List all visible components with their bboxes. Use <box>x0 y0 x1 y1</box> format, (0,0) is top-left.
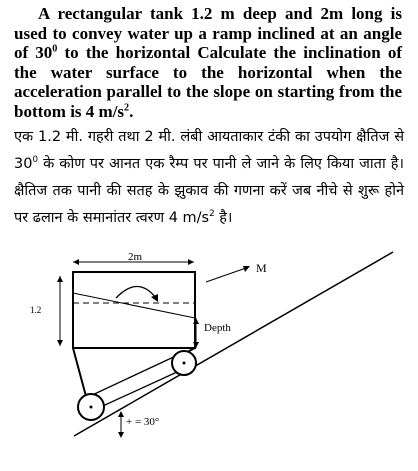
height-label: 1.2 <box>30 305 42 315</box>
motion-arrowhead <box>243 266 250 272</box>
squared-superscript-hi: 2 <box>209 209 215 220</box>
angle-label: + = 30° <box>126 416 160 428</box>
angle-arrow-down <box>118 432 124 438</box>
motion-label: M <box>256 261 267 275</box>
question-english <box>14 4 402 121</box>
tank-on-ramp-figure <box>0 250 418 471</box>
chassis-rail-bottom <box>94 367 188 410</box>
width-label: 2m <box>128 251 143 263</box>
degree-superscript-hi: 0 <box>32 155 38 166</box>
rear-wheel-hub <box>183 362 186 365</box>
motion-arrow <box>206 268 246 282</box>
depth-label: Depth <box>204 322 231 334</box>
arrowhead-up <box>57 276 63 282</box>
question-hindi <box>14 124 404 232</box>
question-hi-text: एक 1.2 मी. गहरी तथा 2 मी. लंबी आयताकार टंकी का उपयोग क्षैतिज से 30 <box>14 129 404 172</box>
tank-body <box>73 272 195 348</box>
question-hi-end: है। <box>214 210 233 226</box>
arrowhead-left <box>73 259 79 265</box>
degree-superscript: 0 <box>52 43 58 55</box>
angle-arrow-up <box>118 411 124 417</box>
chassis-rail-top <box>88 354 180 397</box>
arrowhead-right <box>188 259 194 265</box>
front-wheel-hub <box>90 406 93 409</box>
question-en-end: . <box>129 101 134 121</box>
question-hi-text-2: के कोण पर आनत एक रैम्प पर पानी ले जाने के लिए किया जाता है। क्षैतिज तक पानी की सतह के झुकाव की गणना करें जब नीचे से शुरू होने पर ढलान के समानांतर त्वरण 4 m/s <box>14 156 404 226</box>
question-en-text-2: to the horizontal Calculate the inclination of the water surface to the horizontal when the acceleration parallel to the slope on starting from the bottom is 4 m/s <box>14 43 402 121</box>
question-en-text: A rectangular tank 1.2 m deep and 2m long is used to convey water up a ramp inclined at an angle of 30 <box>14 4 402 62</box>
arrowhead-down <box>57 340 63 346</box>
squared-superscript: 2 <box>124 101 130 113</box>
front-leg <box>73 348 87 400</box>
